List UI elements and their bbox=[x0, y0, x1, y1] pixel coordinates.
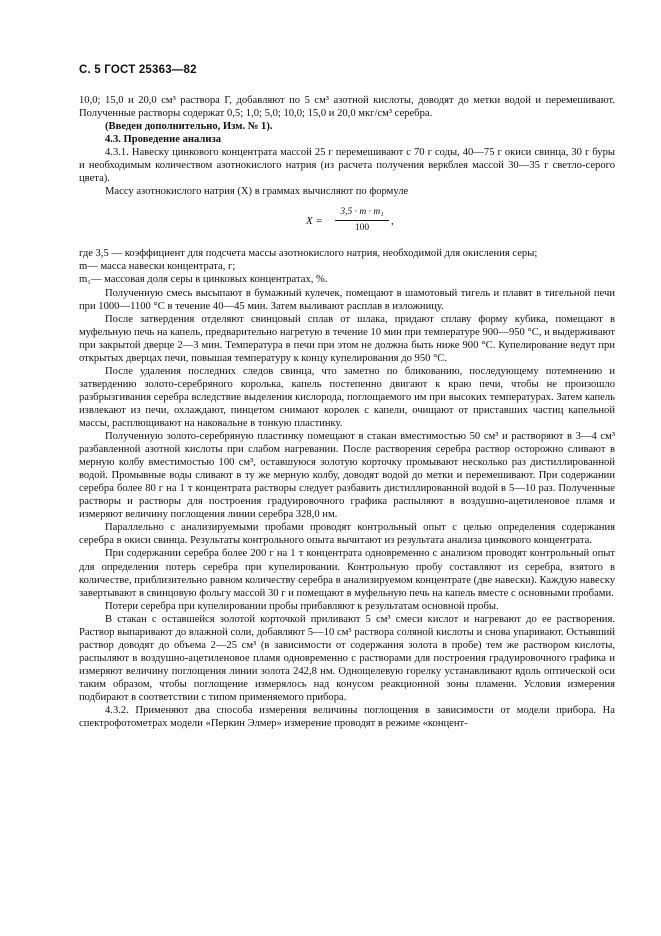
paragraph-losses-added: Потери серебра при купелировании пробы прибавляют к результатам основной пробы. bbox=[105, 600, 499, 612]
paragraph-bead: После удаления последних следов свинца, что заметно по бликованию, последующему потемнению и затвердению золото-серебряного королька, капель постепенно двигают к краю печи, чтобы не произошло разбрызгивания серебра вследствие выделения кислорода, поглощаемого им при высоких температурах. Затем капель извлекают из печи, охлаждают, пинцетом снимают королек с капели, очищают от приставших частиц капельной массы, расплющивают на наковальне в тонкую пластинку. bbox=[79, 365, 615, 429]
where-line-mass bbox=[79, 260, 615, 273]
section-heading: 4.3. Проведение анализа bbox=[105, 134, 221, 146]
amendment-note: (Введен дополнительно, Изм. № 1). bbox=[105, 121, 273, 133]
formula-fraction bbox=[335, 206, 389, 235]
symbol-m: m bbox=[79, 261, 88, 273]
paragraph-dissolution: Полученную золото-серебряную пластинку помещают в стакан вместимостью 50 см³ и растворяют в 3—4 см³ разбавленной азотной кислоты при слабом нагревании. После растворения серебра раствор осторожно сливают в мерную колбу вместимостью 100 см³, оставшуюся золотую корточку промывают несколько раз дистиллированной водой. Промывные воды сливают в ту же мерную колбу, доводят водой до метки и перемешивают. При содержании серебра более 80 г на 1 т концентрата растворы следует разбавить дистиллированной водой в 5—10 раз. Полученные растворы и растворы для построения градуировочного графика распыляют в воздушно-ацетиленовое пламя и измеряют величину поглощения линии серебра 328,0 нм. bbox=[79, 431, 615, 521]
paragraph-gold: В стакан с оставшейся золотой корточкой приливают 5 см³ смеси кислот и нагревают до ее растворения. Раствор выпаривают до влажной соли, добавляют 5—10 см³ раствора соляной кислоты и снова упаривают. Остывший раствор доводят до объема 2—25 см³ (в зависимости от содержания золота в пробе) тем же раствором кислоты, распыляют в воздушно-ацетиленовое пламя одновременно с растворами для построения градуировочного графика и измеряют величину поглощения линии золота 242,8 нм. Однощелевую горелку устанавливают вдоль оптической оси таким образом, чтобы поглощение измерялось над конусом реакционной зоны пламени. Условия измерения подбирают в соответствии с типом применяемого прибора. bbox=[79, 613, 615, 703]
formula bbox=[79, 203, 615, 243]
paragraph-mass-formula-intro: Массу азотнокислого натрия (X) в граммах вычисляют по формуле bbox=[105, 186, 409, 198]
paragraph-4-3-2: 4.3.2. Применяют два способа измерения величины поглощения в зависимости от модели прибора. На спектрофотометрах модели «Перкин Элмер» измерение проводят в режиме «концент- bbox=[79, 705, 615, 730]
where-line-sulfur bbox=[79, 273, 615, 286]
formula-comma: , bbox=[391, 215, 394, 228]
page-header: С. 5 ГОСТ 25363—82 bbox=[79, 64, 197, 76]
document-page bbox=[79, 64, 615, 730]
paragraph-continuation: 10,0; 15,0 и 20,0 см³ раствора Г, добавляют по 5 см³ азотной кислоты, доводят до метки водой и перемешивают. Полученные растворы содержат 0,5; 1,0; 5,0; 10,0; 15,0 и 20,0 мкг/см³ серебра. bbox=[79, 95, 615, 120]
paragraph-4-3-1: 4.3.1. Навеску цинкового концентрата массой 25 г перемешивают с 70 г соды, 40—75 г окиси свинца, 30 г буры и необходимым количеством азотнокислого натрия (из расчета получения веркблея массой 30—35 г светло-серого цвета). bbox=[79, 147, 615, 185]
where-sulfur-text: — массовая доля серы в цинковых концентратах, %. bbox=[90, 274, 328, 286]
where-mass-text: — масса навески концентрата, г; bbox=[87, 261, 236, 273]
paragraph-control-test: Параллельно с анализируемыми пробами проводят контрольный опыт с целью определения содержания серебра в окиси свинца. Результаты контрольного опыта вычитают из результата анализа цинкового концентрата. bbox=[79, 522, 615, 547]
symbol-m1: m₁ bbox=[79, 274, 91, 286]
formula-numerator: 3,5 · m · m₁ bbox=[335, 206, 389, 221]
document-body bbox=[79, 94, 615, 730]
where-line-coefficient: где 3,5 — коэффициент для подсчета массы азотнокислого натрия, необходимой для окисления серы; bbox=[79, 248, 538, 260]
formula-denominator: 100 bbox=[354, 223, 370, 234]
paragraph-cupellation: После затвердения отделяют свинцовый сплав от шлака, придают сплаву форму кубика, помещают в муфельную печь на капель, предварительно нагретую в течение 10 мин при температуре 900—950 °С, и выдерживают при закрытой дверце 2—3 мин. Температура в печи при этом не должна быть ниже 900 °С. Купелирование ведут при открытых дверцах печи, повышая температуру к концу купелирования до 950 °С. bbox=[79, 313, 615, 364]
formula-lhs: X = bbox=[306, 215, 323, 228]
paragraph-melting: Полученную смесь высыпают в бумажный кулечек, помещают в шамотовый тигель и плавят в тигельной печи при 1000—1100 °С в течение 40—45 мин. Затем выливают расплав в изложницу. bbox=[79, 287, 615, 312]
paragraph-silver-losses: При содержании серебра более 200 г на 1 т концентрата одновременно с анализом проводят контрольный опыт для определения потерь серебра при купелировании. Контрольную пробу составляют из серебра, взятого в количестве, приблизительно равном количеству серебра в анализируемом концентрате (две навески). Каждую навеску завертывают в свинцовую фольгу массой 30 г и помещают в муфельную печь на капель вместе с основными пробами. bbox=[79, 548, 615, 599]
